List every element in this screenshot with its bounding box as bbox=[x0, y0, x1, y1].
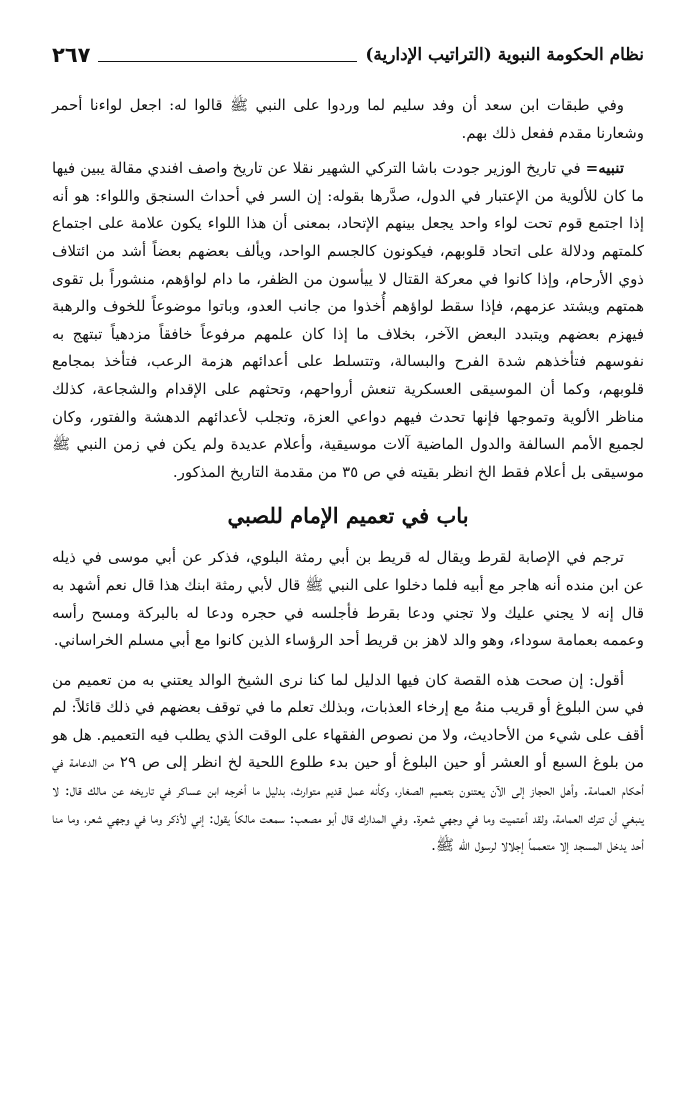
header-rule bbox=[98, 61, 357, 62]
section-heading: باب في تعميم الإمام للصبي bbox=[227, 503, 469, 529]
paragraph-qurt-story: ترجم في الإصابة لقرط ويقال له قريط بن أبي رمثة البلوي، فذكر عن أبي موسى في ذيله عن ابن منده أنه هاجر مع أبيه فلما دخلوا على النبي ﷺ قال لأبي رمثة ابنك هذا قال نعم أشهد به قال إنه لا يجني عليك ولا تجني ودعا بقرط فأجلسه في حجره ودعا له بالبركة ومسح رأسه وعممه بعمامة سوداء، وهو والد لاهز بن قريط أحد الرؤساء الذين كانوا مع أبي مسلم الخراساني. bbox=[52, 548, 644, 650]
note-text: في تاريخ الوزير جودت باشا التركي الشهير نقلا عن تاريخ واصف افندي مقالة يبين فيها ما كان للألوية من الإعتبار في الدول، صدَّرها بقوله: إن السر في أحداث السنجق واللواء: هو أنه إذا اجتمع قوم تحت لواء واحد يجعل بينهم الإتحاد، بمعنى أن هذا اللواء يكون علامة على اجتماع كلمتهم ودلالة على اتحاد قلوبهم، فيكونون كالجسم الواحد، ويألف بعضهم بعضاً أشد من ائتلاف ذوي الأرحام، وإذا كانوا في معركة القتال لا ييأسون من الظفر، ما دام لواؤهم، منشوراً بل تقوى همتهم ويشتد عزمهم، فإذا سقط لواؤهم أُخذوا من جانب العدو، وباتوا موضوعاً للخوف والرهبة فيهزم بعضهم ويتبدد البعض الآخر، بخلاف ما إذا كان علمهم مرفوعاً خافقاً مزدهياً تبتهج به نفوسهم فتأخذهم شدة الفرح والبسالة، وتتسلط على أعدائهم هزمة الرعب، فتأخذ بمجامع قلوبهم، وكما أن الموسيقى العسكرية تنعش أرواحهم، وتحثهم على الإقدام والشجاعة، كذلك مناظر الألوية وتموجها فإنها تحدث فيهم دواعي العزة، وتجلب لأعدائهم الدهشة والفتور، وكان لجميع الأمم السالفة والدول الماضية آلات موسيقية، وأعلام عديدة ولم يكن في زمن النبي ﷺ موسيقى بل أعلام فقط الخ انظر بقيته في ص ٣٥ من مقدمة التاريخ المذكور. bbox=[52, 159, 644, 481]
note-label: تنبيه= bbox=[585, 159, 624, 178]
paragraph-author-comment: أقول: إن صحت هذه القصة كان فيها الدليل لما كنا نرى الشيخ الوالد يعتني به من تعميم من في سن البلوغ أو قريب منهُ مع إرخاء العذبات، وبذلك تعلم ما في توقف بعضهم في ذلك قائلاً: لم أقف على شيء من الأحاديث، ولا من نصوص الفقهاء على الوقت الذي يطلب فيه التعميم. هل هو من بلوغ السبع أو العشر أو حين البلوغ أو حين بدء طلوع اللحية لخ انظر إلى ص ٢٩ من الدعامة في أحكام العمامة. وأهل الحجاز إلى الآن يعتنون بتعميم الصغار، وكأنه عمل قديم متوارث، بدليل ما أخرجه ابن عساكر في تاريخه عن مالك قال: لا ينبغي أن تترك العمامة، ولقد أعتميت وما في وجهي شعرة. وفي المدارك قال أبو مصعب: سمعت مالكاً يقول: إني لأذكر وما في وجهي شعر، وما منا أحد يدخل المسجد إلا متعمماً إجلالا لرسول الله ﷺ. bbox=[52, 670, 644, 855]
page-header bbox=[52, 38, 644, 68]
page-body bbox=[52, 92, 644, 860]
paragraph-liwa-banu-sulaym: وفي طبقات ابن سعد أن وفد سليم لما وردوا على النبي ﷺ قالوا له: اجعل لواءنا أحمر وشعارنا مقدم ففعل ذلك بهم. bbox=[52, 96, 644, 142]
page-number: ٢٦٧ bbox=[52, 43, 91, 67]
paragraph-note-flags bbox=[52, 155, 644, 486]
running-title: نظام الحكومة النبوية (التراتيب الإدارية) bbox=[365, 45, 644, 65]
